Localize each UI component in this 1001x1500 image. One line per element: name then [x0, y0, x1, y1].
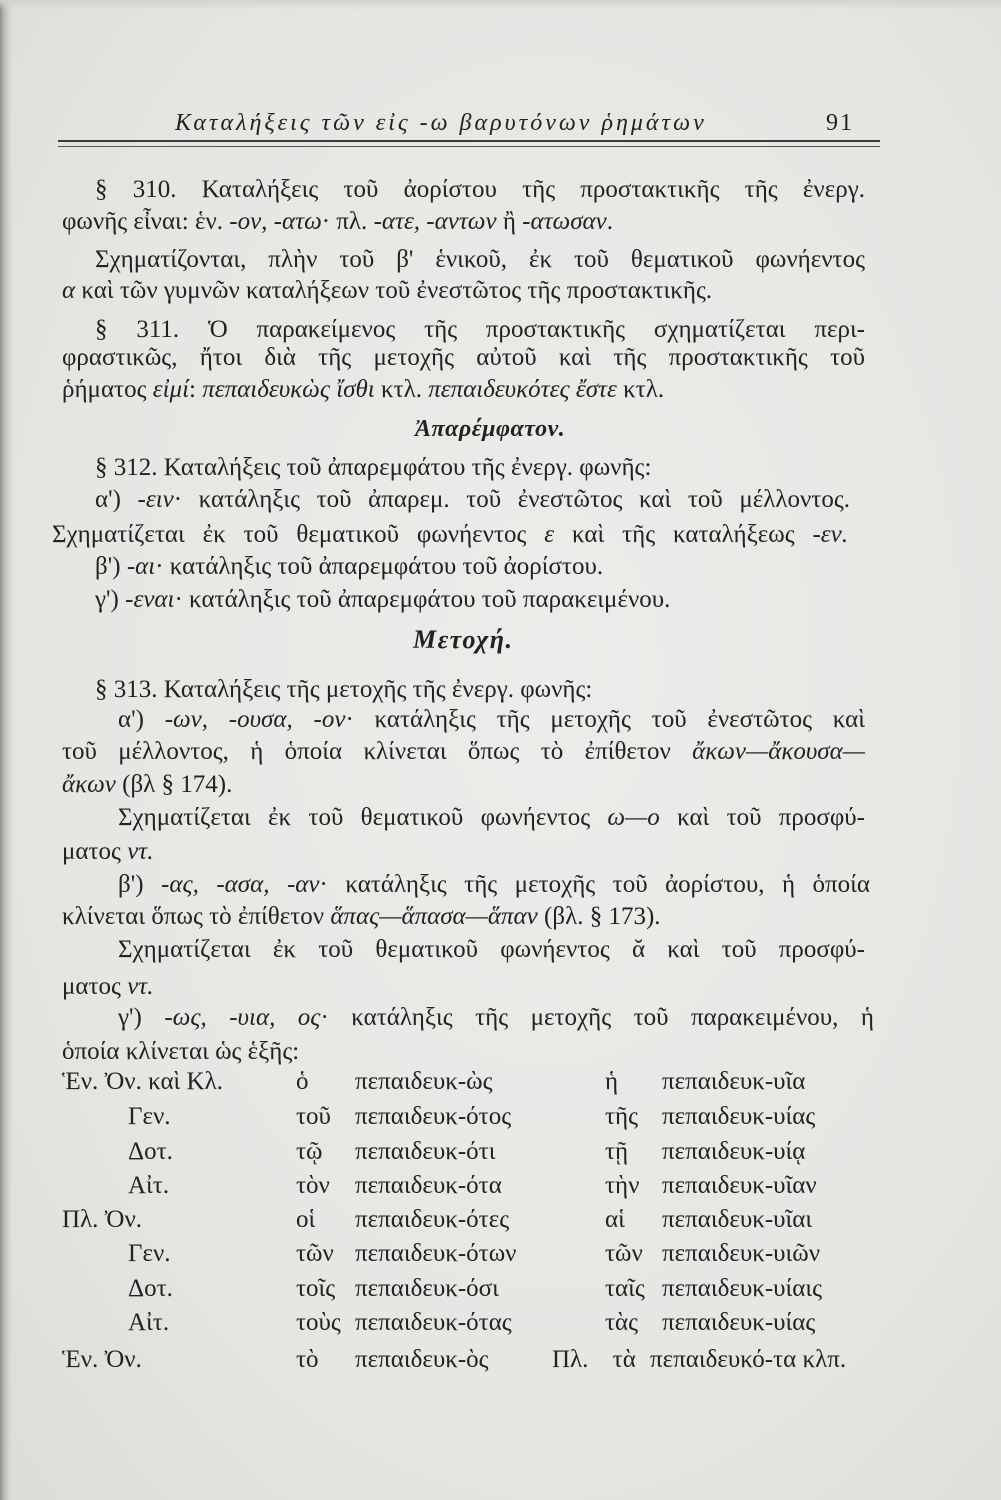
text-run: .: [606, 208, 613, 235]
table-row: [0, 1103, 1001, 1131]
case-label: Γεν.: [128, 1103, 171, 1130]
fem-form: πεπαιδευκ-υῖα: [662, 1068, 806, 1095]
paragraph-312-line-2: [62, 486, 850, 514]
paragraph-310-line-3: [62, 246, 865, 274]
text-run: · κατάληξις τοῦ ἀπαρεμ. τοῦ ἐνεστῶτος καὶ τοῦ μέλλοντος.: [173, 486, 850, 513]
case-label: Ἑν. Ὀν. καὶ Κλ.: [62, 1068, 223, 1095]
text-run: ὁποία κλίνεται ὡς ἑξῆς:: [62, 1038, 300, 1065]
paragraph-310-line-4: [62, 277, 865, 305]
text-run: κτλ.: [616, 376, 665, 403]
text-run: ματος: [62, 973, 128, 1000]
text-run: · κατάληξις τοῦ ἀπαρεμφάτου τοῦ ἀορίστου.: [155, 553, 604, 580]
paragraph-313-line-8: [62, 903, 865, 931]
paragraph-312-line-3: [52, 521, 848, 549]
masc-form: πεπαιδευκ-ὼς: [355, 1068, 493, 1095]
italic-vowel: ω—ο: [607, 804, 660, 831]
paragraph-313-line-3: [62, 738, 865, 766]
table-row: [0, 1240, 1001, 1268]
paragraph-313-line-1: [62, 676, 865, 704]
section-heading-infinitive: Ἀπαρέμφατον.: [415, 416, 566, 442]
paragraph-310-line-1: [62, 176, 865, 204]
neut-article: τὸ: [296, 1346, 319, 1373]
case-label: Αἰτ.: [128, 1309, 170, 1336]
text-run: § 310. Καταλήξεις τοῦ ἀορίστου τῆς προστακτικῆς τῆς ἐνεργ.: [95, 176, 865, 203]
paragraph-312-line-4: [62, 553, 865, 581]
text-run: κτλ.: [374, 376, 429, 403]
italic-word: ἄκων—ἄκουσα—: [692, 738, 865, 765]
text-run: (βλ § 174).: [115, 771, 233, 798]
text-run: Σχηματίζεται ἐκ τοῦ θεματικοῦ φωνήεντος: [52, 521, 545, 548]
italic-ending: -εναι: [125, 586, 175, 613]
masc-form: πεπαιδευκ-ότες: [355, 1206, 510, 1233]
italic-ending: -ατωσαν: [522, 208, 607, 235]
italic-word: ἄκων: [62, 771, 116, 798]
fem-article: τῶν: [605, 1240, 643, 1267]
paragraph-311-line-1: [62, 316, 865, 344]
italic-word: πεπαιδευκὼς ἴσθι: [202, 376, 375, 403]
neut-form: πεπαιδευκ-ὸς: [355, 1346, 489, 1373]
paragraph-313-line-6: [62, 838, 865, 866]
fem-article: τὰς: [605, 1309, 639, 1336]
text-run: :: [189, 376, 203, 403]
text-run: φραστικῶς, ἤτοι διὰ τῆς μετοχῆς αὐτοῦ καὶ τῆς προστακτικῆς τοῦ: [62, 344, 865, 371]
fem-form: πεπαιδευκ-υίᾳ: [662, 1138, 806, 1165]
paragraph-313-line-9: [62, 936, 865, 964]
text-run: Σχηματίζεται ἐκ τοῦ θεματικοῦ φωνήεντος: [118, 804, 608, 831]
italic-ending: -ον, -ατω: [229, 208, 322, 235]
masc-article: τοῦ: [296, 1103, 331, 1130]
text-run: · κατάληξις τῆς μετοχῆς τοῦ ἐνεστῶτος καὶ: [345, 706, 865, 733]
fem-article: αἱ: [605, 1206, 625, 1233]
running-head: Καταλήξεις τῶν εἰς -ω βαρυτόνων ῥημάτων: [175, 110, 707, 136]
paragraph-311-line-3: [62, 376, 865, 404]
masc-form: πεπαιδευκ-ότος: [355, 1103, 512, 1130]
paragraph-313-line-7: [62, 871, 870, 899]
fem-form: πεπαιδευκ-υίας: [662, 1309, 816, 1336]
italic-ending: -ατε, -αντων: [373, 208, 497, 235]
paragraph-313-line-4: [62, 771, 865, 799]
masc-article: τῶν: [296, 1240, 334, 1267]
italic-word: ἅπας—ἅπασα—ἅπαν: [330, 903, 538, 930]
italic-suffix: ντ.: [127, 838, 154, 865]
italic-word: εἰμί: [152, 376, 190, 403]
table-row: [0, 1309, 1001, 1337]
masc-article: οἱ: [296, 1206, 316, 1233]
text-run: § 312. Καταλήξεις τοῦ ἀπαρεμφάτου τῆς ἐνεργ. φωνῆς:: [95, 454, 652, 481]
text-run: φωνῆς εἶναι: ἑν.: [62, 208, 230, 235]
text-run: καὶ τοῦ προσφύ-: [659, 804, 865, 831]
text-run: § 313. Καταλήξεις τῆς μετοχῆς τῆς ἐνεργ. φωνῆς:: [95, 676, 593, 703]
masc-article: τῷ: [296, 1138, 323, 1165]
text-run: ἢ: [496, 208, 523, 235]
text-run: γ'): [118, 1004, 165, 1031]
fem-article: τῇ: [605, 1138, 629, 1165]
page-number: 91: [826, 110, 854, 136]
text-run: β'): [95, 553, 127, 580]
fem-article: τῆς: [605, 1103, 639, 1130]
text-run: · κατάληξις τοῦ ἀπαρεμφάτου τοῦ παρακειμένου.: [174, 586, 671, 613]
paragraph-313-line-11: [62, 1004, 874, 1032]
paragraph-310-line-2: [62, 208, 865, 236]
case-label: Ἑν. Ὀν.: [62, 1346, 142, 1373]
text-run: α'): [118, 706, 165, 733]
fem-form: πεπαιδευκ-υίας: [662, 1103, 816, 1130]
paragraph-313-line-5: [62, 804, 865, 832]
text-run: τοῦ μέλλοντος, ἡ ὁποία κλίνεται ὅπως τὸ ἐπίθετον: [62, 738, 693, 765]
masc-form: πεπαιδευκ-ότα: [355, 1172, 502, 1199]
text-run: Σχηματίζεται ἐκ τοῦ θεματικοῦ φωνήεντος ᾰ καὶ τοῦ προσφύ-: [118, 936, 865, 963]
fem-form: πεπαιδευκ-υιῶν: [662, 1240, 821, 1267]
table-row: [0, 1172, 1001, 1200]
paragraph-312-line-5: [62, 586, 865, 614]
text-run: ματος: [62, 838, 128, 865]
italic-ending: -ων, -ουσα, -ον: [164, 706, 346, 733]
table-row: [0, 1138, 1001, 1166]
section-heading-participle: Μετοχή.: [413, 625, 514, 654]
italic-ending: -ως, -υια, ος: [164, 1004, 321, 1031]
italic-word: πεπαιδευκότες ἔστε: [428, 376, 617, 403]
paragraph-313-line-2: [62, 706, 865, 734]
masc-article: τὸν: [296, 1172, 330, 1199]
fem-article: τὴν: [605, 1172, 640, 1199]
table-row: [0, 1275, 1001, 1303]
masc-form: πεπαιδευκ-όσι: [355, 1275, 499, 1302]
masc-article: τοῖς: [296, 1275, 336, 1302]
fem-article: ἡ: [605, 1068, 619, 1095]
header-rule-thin: [58, 146, 880, 147]
table-row: [0, 1206, 1001, 1234]
italic-vowel: ε: [544, 521, 555, 548]
paragraph-313-line-12: [62, 1038, 865, 1066]
paragraph-312-line-1: [62, 454, 865, 482]
text-run: κλίνεται ὅπως τὸ ἐπίθετον: [62, 903, 331, 930]
masc-form: πεπαιδευκ-ότι: [355, 1138, 496, 1165]
text-run: (βλ. § 173).: [537, 903, 661, 930]
fem-form: πεπαιδευκ-υῖαν: [662, 1172, 817, 1199]
text-run: · πλ.: [321, 208, 374, 235]
italic-vowel: α: [62, 277, 76, 304]
text-run: καὶ τῶν γυμνῶν καταλήξεων τοῦ ἐνεστῶτος τῆς προστακτικῆς.: [75, 277, 713, 304]
table-row: [0, 1068, 1001, 1096]
case-label: Δοτ.: [128, 1275, 173, 1302]
text-run: Σχηματίζονται, πλὴν τοῦ β' ἑνικοῦ, ἐκ τοῦ θεματικοῦ φωνήεντος: [95, 246, 865, 273]
text-run: α'): [95, 486, 138, 513]
neut-plural-form: πεπαιδευκό-τα κλπ.: [650, 1346, 847, 1373]
case-label: Πλ. Ὀν.: [62, 1206, 143, 1233]
text-run: β'): [118, 871, 162, 898]
text-run: · κατάληξις τῆς μετοχῆς τοῦ παρακειμένου, ἡ: [320, 1004, 874, 1031]
italic-ending: -ας, -ασα, -αν: [161, 871, 320, 898]
text-run: γ'): [95, 586, 126, 613]
text-run: § 311. Ὁ παρακείμενος τῆς προστακτικῆς σχηματίζεται περι-: [95, 316, 865, 343]
header-rule-thick: [58, 140, 880, 142]
fem-form: πεπαιδευκ-υίαις: [662, 1275, 822, 1302]
paragraph-313-line-10: [62, 973, 865, 1001]
paragraph-311-line-2: [62, 344, 865, 372]
masc-article: τοὺς: [296, 1309, 341, 1336]
table-row: [0, 1346, 1001, 1374]
fem-article: ταῖς: [605, 1275, 645, 1302]
text-run: καὶ τῆς καταλήξεως: [554, 521, 813, 548]
page-top-edge-shadow: [0, 0, 1001, 10]
fem-form: πεπαιδευκ-υῖαι: [662, 1206, 813, 1233]
neut-plural-article: Πλ. τὰ: [552, 1346, 636, 1373]
masc-article: ὁ: [296, 1068, 309, 1095]
case-label: Αἰτ.: [128, 1172, 170, 1199]
text-run: · κατάληξις τῆς μετοχῆς τοῦ ἀορίστου, ἡ ὁποία: [319, 871, 870, 898]
case-label: Γεν.: [128, 1240, 171, 1267]
italic-ending: -ειν: [137, 486, 174, 513]
italic-ending: -αι: [126, 553, 156, 580]
masc-form: πεπαιδευκ-ότας: [355, 1309, 512, 1336]
italic-ending: -εν.: [812, 521, 848, 548]
italic-suffix: ντ.: [127, 973, 154, 1000]
text-run: ῥήματος: [62, 376, 153, 403]
masc-form: πεπαιδευκ-ότων: [355, 1240, 517, 1267]
case-label: Δοτ.: [128, 1138, 173, 1165]
